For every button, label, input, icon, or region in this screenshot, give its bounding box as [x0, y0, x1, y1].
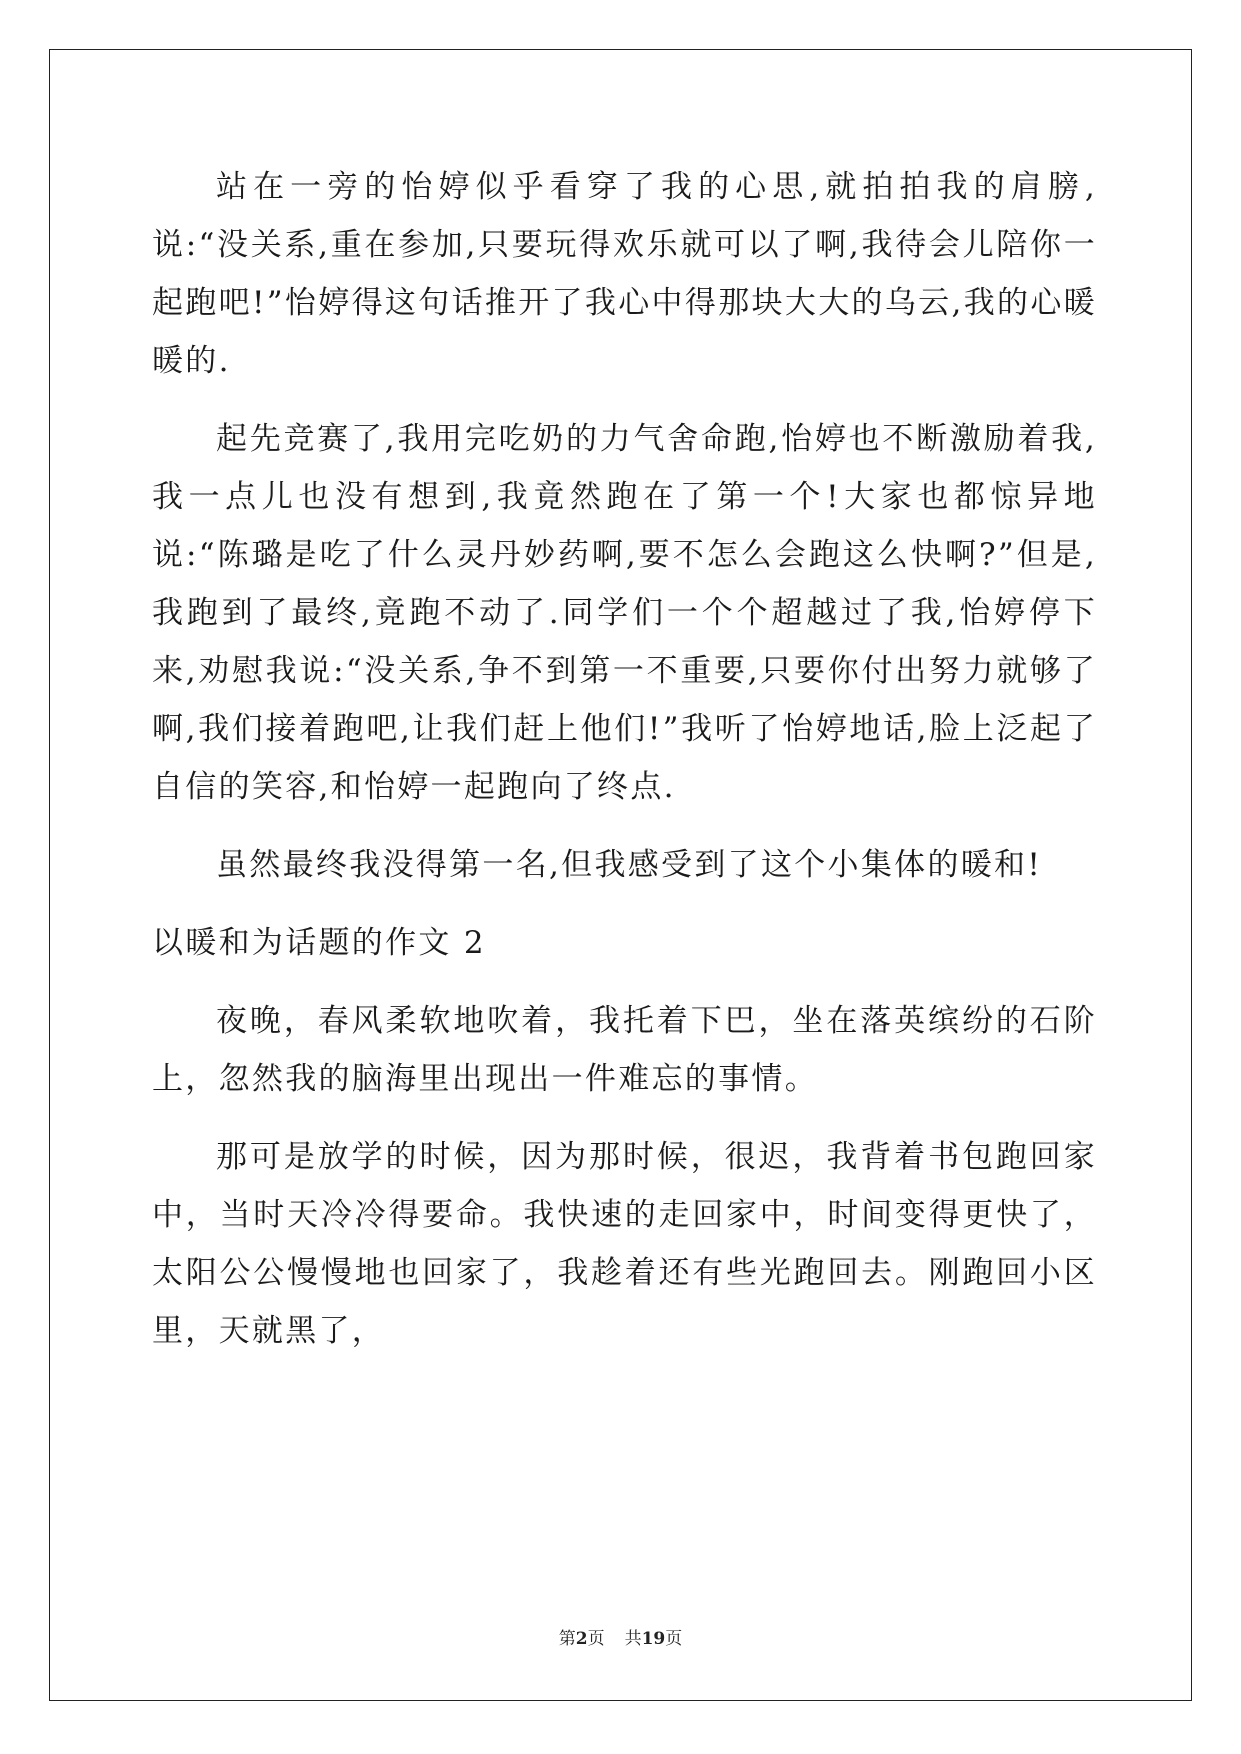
page-label-suffix: 页	[587, 1629, 605, 1649]
total-pages: 19	[641, 1629, 666, 1649]
paragraph: 夜晚，春风柔软地吹着，我托着下巴，坐在落英缤纷的石阶上，忽然我的脑海里出现出一件难忘的事情。	[152, 1003, 1097, 1097]
total-label-suffix: 页	[665, 1629, 683, 1649]
page-footer	[0, 1624, 1241, 1649]
page-number: 2	[575, 1629, 588, 1649]
document-body	[152, 158, 1097, 1380]
total-label-prefix: 共	[624, 1629, 642, 1649]
page-label-prefix: 第	[558, 1629, 576, 1649]
paragraph: 站在一旁的怡婷似乎看穿了我的心思,就拍拍我的肩膀,说:“没关系,重在参加,只要玩得欢乐就可以了啊,我待会儿陪你一起跑吧!”怡婷得这句话推开了我心中得那块大大的乌云,我的心暖暖的.	[152, 169, 1097, 379]
paragraph: 起先竞赛了,我用完吃奶的力气舍命跑,怡婷也不断激励着我,我一点儿也没有想到,我竟然跑在了第一个!大家也都惊异地说:“陈璐是吃了什么灵丹妙药啊,要不怎么会跑这么快啊?”但是,我跑到了最终,竟跑不动了.同学们一个个超越过了我,怡婷停下来,劝慰我说:“没关系,争不到第一不重要,只要你付出努力就够了啊,我们接着跑吧,让我们赶上他们!”我听了怡婷地话,脸上泛起了自信的笑容,和怡婷一起跑向了终点.	[152, 421, 1097, 805]
paragraph: 那可是放学的时候，因为那时候，很迟，我背着书包跑回家中，当时天冷冷得要命。我快速的走回家中，时间变得更快了，太阳公公慢慢地也回家了，我趁着还有些光跑回去。刚跑回小区里，天就黑了，	[152, 1139, 1097, 1349]
section-heading: 以暖和为话题的作文 2	[152, 925, 486, 961]
paragraph: 虽然最终我没得第一名,但我感受到了这个小集体的暖和!	[216, 847, 1043, 883]
